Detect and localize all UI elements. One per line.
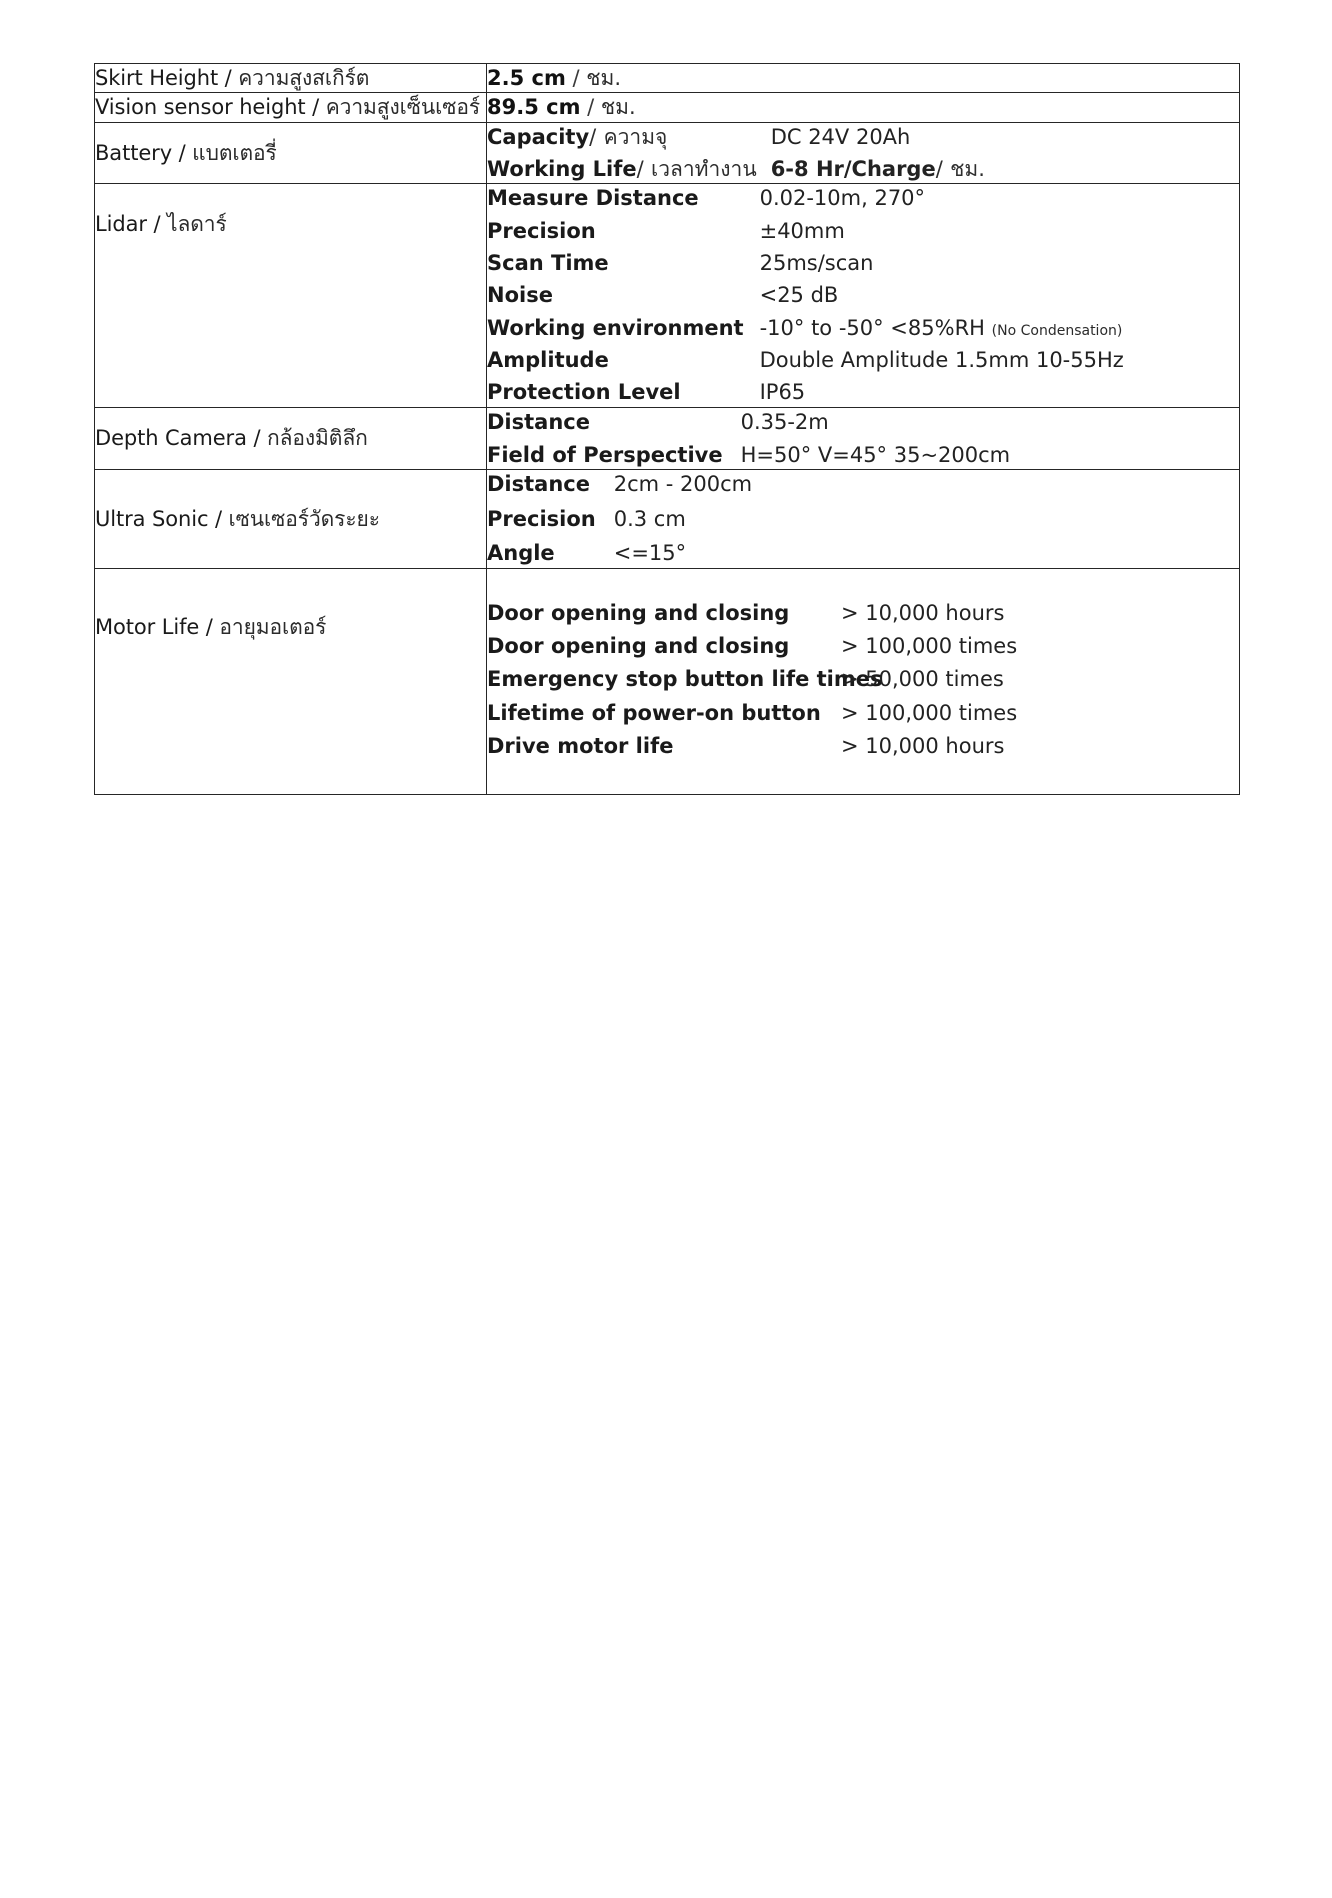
spec-value: DC 24V 20Ah — [770, 124, 911, 149]
spec-value-main: -10° to -50° <85%RH — [759, 315, 985, 340]
spec-value: H=50° V=45° 35~200cm — [740, 443, 1011, 468]
row-label-ultra-sonic — [95, 470, 487, 568]
spec-key: Door opening and closing — [487, 633, 790, 658]
value-separator: / — [587, 95, 595, 120]
label-separator: / — [205, 614, 213, 639]
spec-value-main: 6-8 Hr/Charge — [770, 157, 936, 182]
spec-value — [760, 314, 1239, 342]
value-line — [487, 64, 1239, 92]
spec-key: Amplitude — [487, 348, 609, 373]
spec-value: > 100,000 times — [841, 633, 1018, 658]
row-value-depth-camera — [487, 407, 1240, 470]
label-th: กล้องมิติลึก — [267, 426, 368, 451]
label-separator: / — [253, 426, 261, 451]
table-row — [95, 64, 1240, 93]
row-value-battery — [487, 122, 1240, 184]
label-separator: / — [312, 95, 320, 120]
spec-key-th: เวลาทำงาน — [651, 157, 757, 182]
label-th: ความสูงสเกิร์ต — [238, 66, 370, 90]
table-row — [95, 93, 1240, 122]
table-row — [95, 184, 1240, 407]
table-row — [95, 568, 1240, 795]
spec-key: Protection Level — [487, 380, 681, 405]
label-th: ไลดาร์ — [167, 212, 227, 237]
label-en: Skirt Height — [95, 66, 219, 90]
table-row — [95, 470, 1240, 568]
value-separator: / — [572, 66, 580, 90]
label-en: Motor Life — [95, 614, 200, 639]
spec-key: Door opening and closing — [487, 600, 790, 625]
spec-value: Double Amplitude 1.5mm 10-55Hz — [759, 348, 1124, 373]
spec-key-separator: / — [589, 124, 597, 149]
spec-value: > 50,000 times — [841, 667, 1004, 692]
spec-key: Scan Time — [487, 251, 609, 276]
row-label-lidar — [95, 184, 487, 407]
label-separator: / — [214, 506, 222, 531]
spec-value: > 10,000 hours — [841, 600, 1005, 625]
row-label-skirt-height — [95, 64, 487, 93]
spec-value: 0.3 cm — [613, 506, 686, 531]
spec-key: Field of Perspective — [487, 443, 723, 468]
spec-value: 0.02-10m, 270° — [759, 186, 926, 211]
label-en: Vision sensor height — [95, 95, 306, 120]
spec-value: IP65 — [759, 380, 806, 405]
label-en: Lidar — [95, 212, 147, 237]
spec-key: Precision — [487, 218, 596, 243]
lidar-spec-list — [487, 184, 1239, 406]
spec-key: Distance — [487, 472, 590, 497]
spec-value: 0.35-2m — [740, 409, 829, 434]
spec-key-th: ความจุ — [603, 124, 668, 149]
row-value-motor-life — [487, 568, 1240, 795]
spec-key: Measure Distance — [487, 186, 699, 211]
label-en: Battery — [95, 140, 173, 165]
table-row — [95, 122, 1240, 184]
row-value-lidar — [487, 184, 1240, 407]
row-value-ultra-sonic — [487, 470, 1240, 568]
label-th: เซนเซอร์วัดระยะ — [228, 506, 380, 531]
ultra-sonic-spec-list — [487, 470, 1239, 567]
row-label-depth-camera — [95, 407, 487, 470]
value-unit-th: ชม. — [600, 95, 636, 120]
row-label-vision-sensor-height — [95, 93, 487, 122]
value-line — [487, 93, 1239, 121]
depth-camera-spec-list — [487, 408, 1239, 470]
value-number: 89.5 cm — [487, 95, 581, 120]
spec-key: Precision — [487, 506, 596, 531]
spec-value — [771, 155, 1239, 183]
spec-value-note: (No Condensation) — [991, 322, 1123, 339]
spec-key: Working environment — [487, 315, 744, 340]
row-label-battery — [95, 122, 487, 184]
value-number: 2.5 cm — [487, 66, 566, 90]
battery-spec-list — [487, 123, 1239, 184]
spec-value: 25ms/scan — [759, 251, 874, 276]
row-value-vision-sensor-height — [487, 93, 1240, 122]
label-th: แบตเตอรี่ — [192, 140, 277, 165]
spec-key-separator: / — [636, 157, 644, 182]
spec-value-th: ชม. — [950, 157, 985, 182]
row-value-skirt-height — [487, 64, 1240, 93]
row-label-motor-life — [95, 568, 487, 795]
table-row — [95, 407, 1240, 470]
spec-value: 2cm - 200cm — [613, 472, 753, 497]
spec-value: > 10,000 hours — [841, 733, 1005, 758]
spec-key: Distance — [487, 409, 590, 434]
spec-value: <=15° — [613, 541, 687, 566]
spec-key — [487, 123, 757, 151]
spec-value: > 100,000 times — [841, 700, 1018, 725]
motor-life-spec-list — [487, 599, 1239, 761]
spec-key: Drive motor life — [487, 733, 674, 758]
label-th: อายุมอเตอร์ — [219, 614, 327, 639]
spec-key: Emergency stop button life times — [487, 667, 883, 692]
label-en: Ultra Sonic — [95, 506, 209, 531]
spec-value: <25 dB — [759, 283, 839, 308]
specification-table — [94, 63, 1240, 795]
spec-key: Angle — [487, 541, 555, 566]
label-en: Depth Camera — [95, 426, 247, 451]
label-th: ความสูงเซ็นเซอร์ — [325, 95, 481, 120]
label-separator: / — [224, 66, 232, 90]
spec-key-en: Capacity — [487, 124, 590, 149]
spec-value: ±40mm — [759, 218, 845, 243]
spec-value-separator: / — [935, 157, 943, 182]
spec-key: Lifetime of power-on button — [487, 700, 821, 725]
spec-key: Noise — [487, 283, 553, 308]
spec-key-en: Working Life — [487, 157, 637, 182]
value-unit-th: ชม. — [586, 66, 622, 90]
label-separator: / — [153, 212, 161, 237]
spec-key — [487, 155, 757, 183]
label-separator: / — [178, 140, 186, 165]
